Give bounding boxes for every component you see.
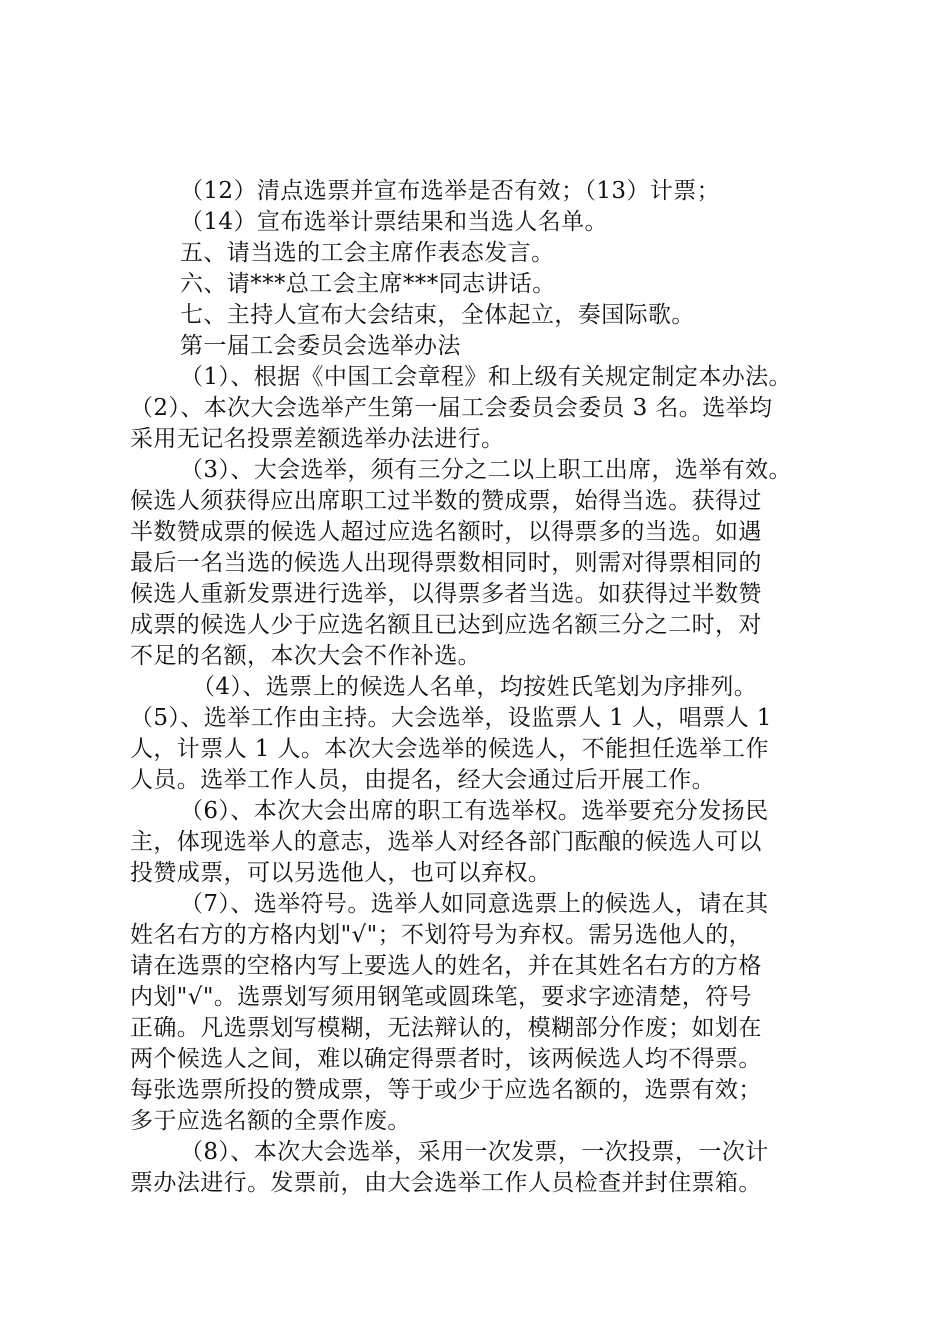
text-line: （12）清点选票并宣布选举是否有效；（13）计票； <box>180 178 721 204</box>
text-line: 人员。选举工作人员，由提名，经大会通过后开展工作。 <box>130 767 715 793</box>
text-line: 多于应选名额的全票作废。 <box>130 1108 411 1134</box>
text-line: 五、请当选的工会主席作表态发言。 <box>180 240 555 266</box>
text-line: （14）宣布选举计票结果和当选人名单。 <box>180 209 608 235</box>
text-line: 候选人重新发票进行选举，以得票多者当选。如获得过半数赞 <box>130 581 762 607</box>
text-line: 七、主持人宣布大会结束，全体起立，奏国际歌。 <box>180 302 695 328</box>
text-line: 两个候选人之间，难以确定得票者时，该两候选人均不得票。 <box>130 1046 762 1072</box>
text-line: 请在选票的空格内写上要选人的姓名，并在其姓名右方的方格 <box>130 953 762 979</box>
text-line: （4）、选票上的候选人名单，均按姓氏笔划为序排列。 <box>192 674 758 700</box>
text-line: 不足的名额，本次大会不作补选。 <box>130 643 481 669</box>
text-line: 票办法进行。发票前，由大会选举工作人员检查并封住票箱。 <box>130 1170 762 1196</box>
section-heading: 第一届工会委员会选举办法 <box>180 333 461 359</box>
text-line: （8）、本次大会选举，采用一次发票，一次投票，一次计 <box>180 1139 769 1165</box>
text-line: 最后一名当选的候选人出现得票数相同时，则需对得票相同的 <box>130 550 762 576</box>
text-line: （3）、大会选举，须有三分之二以上职工出席，选举有效。 <box>180 457 792 483</box>
text-line: （6）、本次大会出席的职工有选举权。选举要充分发扬民 <box>180 798 769 824</box>
text-line: 每张选票所投的赞成票，等于或少于应选名额的，选票有效； <box>130 1077 762 1103</box>
text-line: 正确。凡选票划写模糊，无法辩认的，模糊部分作废；如划在 <box>130 1015 762 1041</box>
text-line: 半数赞成票的候选人超过应选名额时，以得票多的当选。如遇 <box>130 519 762 545</box>
text-line: 采用无记名投票差额选举办法进行。 <box>130 426 505 452</box>
text-line: 主，体现选举人的意志，选举人对经各部门酝酿的候选人可以 <box>130 829 762 855</box>
text-line: （5）、选举工作由主持。大会选举，设监票人 1 人，唱票人 1 <box>130 705 772 731</box>
text-line: （2）、本次大会选举产生第一届工会委员会委员 3 名。选举均 <box>130 395 773 421</box>
text-line: 内划"√"。选票划写须用钢笔或圆珠笔，要求字迹清楚，符号 <box>130 984 753 1010</box>
text-line: （7）、选举符号。选举人如同意选票上的候选人，请在其 <box>180 891 769 917</box>
text-line: 候选人须获得应出席职工过半数的赞成票，始得当选。获得过 <box>130 488 762 514</box>
text-line: 人，计票人 1 人。本次大会选举的候选人，不能担任选举工作 <box>130 736 769 762</box>
text-line: 投赞成票，可以另选他人，也可以弃权。 <box>130 860 552 886</box>
text-line: （1）、根据《中国工会章程》和上级有关规定制定本办法。 <box>180 364 792 390</box>
text-line: 姓名右方的方格内划"√"；不划符号为弃权。需另选他人的， <box>130 922 753 948</box>
text-line: 成票的候选人少于应选名额且已达到应选名额三分之二时，对 <box>130 612 762 638</box>
text-line: 六、请***总工会主席***同志讲话。 <box>180 271 556 297</box>
